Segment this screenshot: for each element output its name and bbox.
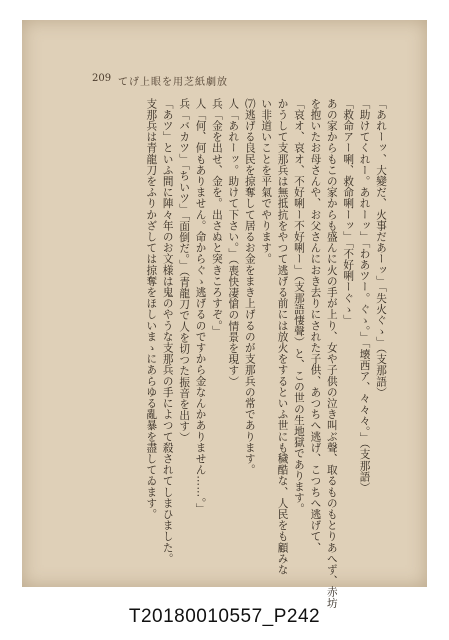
text-line: あの家からもこの家からも盛んに火の手が上り、女や子供の泣き叫ぶ聲、取るものもとりあへず、赤坊 <box>325 98 338 609</box>
text-line: い非道いことを平氣でやります。 <box>260 98 273 265</box>
text-line: 人「何、何もありません。命からぐゝ逃げるのですから金なんかありません……。」 <box>194 98 207 515</box>
page-number: 209 <box>92 73 112 84</box>
text-line: 兵「金を出せ、金を。出さぬと突きころすぞ。」 <box>210 98 223 337</box>
text-line: ⑺逃げる良民を掠奪して居るお金をまき上げるのが支那兵の常であります。 <box>243 98 256 476</box>
text-line: を抱いたお母さんや、お父さんにおき去りにされた子供、あつちへ逃げ、こつちへ逃げて、 <box>309 98 322 554</box>
text-line: 「あれーッ、大變だ、火事だあーッ」「失火ぐゝ」（支那語） <box>375 98 387 399</box>
text-line: 「助けてくれー。あれーッ」「わあツー。ぐゝ。」「壊西ア、々々々。」（支那語） <box>358 98 371 494</box>
text-line: 「あツ」といふ間に陣々年のお文様は鬼のやうな支那兵の手によつて殺されてしまひました。 <box>161 98 174 565</box>
text-line: 兵「バカツ」「ちいツ」「面倒だ。」（青龍刀で人を切つた振音を出す） <box>178 98 191 444</box>
book-page <box>22 20 427 609</box>
text-line: かうして支那兵は無抵抗をやつて逃げる前には放火をするといふ世にも穢酷な、人民をも顧みな <box>276 98 289 576</box>
text-line: 「哀オ、哀オ、不好唎ー不好唎ー」（支那語悽聲）と、この世の生地獄であります。 <box>292 98 305 515</box>
vertical-text-body <box>143 98 389 609</box>
running-title: てげ上眼を用芝紙劇放 <box>118 77 228 88</box>
text-line: 人「あれーッ。助けて下さい。」（喪快凄愴の情景を現す） <box>227 98 240 388</box>
text-line: 「救命アー唎、救命唎ーッ」「不好唎ーぐゝ」 <box>342 98 355 326</box>
text-line: 支那兵は青龍刀をふりかざしては掠奪をほしいまゝにあらゆる亂暴を盡してゐます。 <box>145 98 158 520</box>
image-id-caption: T20180010557_P242 <box>128 606 321 627</box>
